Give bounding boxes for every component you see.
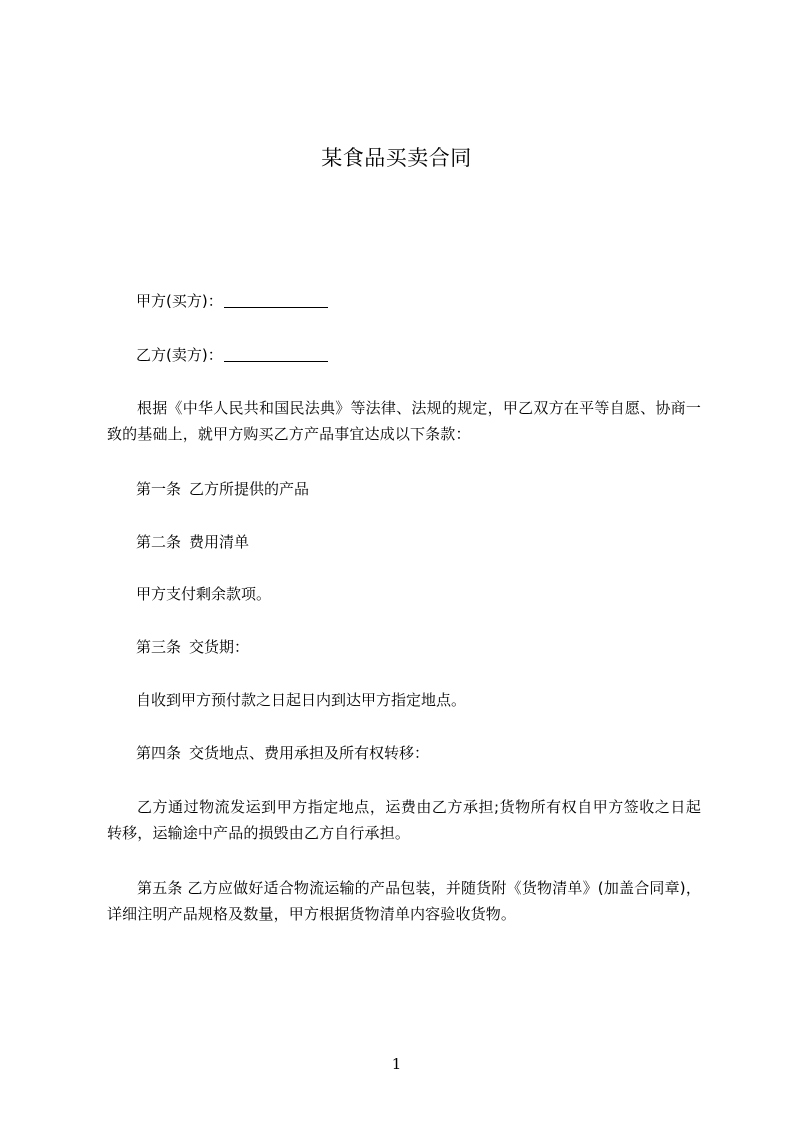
article-1-heading: [136, 476, 730, 502]
party-a-label: 甲方(买方)：: [136, 292, 223, 310]
article-3-body: 自收到甲方预付款之日起日内到达甲方指定地点。: [136, 691, 467, 709]
party-a-blank: [224, 291, 328, 308]
article-4-heading: [136, 740, 730, 766]
page-number: 1: [391, 1055, 402, 1073]
document-title: 某食品买卖合同: [321, 146, 472, 170]
party-a-line: [136, 288, 730, 314]
party-b-line: [136, 342, 730, 368]
article-3-number: 第三条: [136, 638, 182, 656]
article-2-title: 费用清单: [189, 533, 250, 551]
article-4-number: 第四条: [136, 744, 182, 762]
article-1-number: 第一条: [136, 480, 182, 498]
article-5-paragraph: 第五条 乙方应做好适合物流运输的产品包装，并随货附《货物清单》(加盖合同章)，详细注明产品规格及数量，甲方根据货物清单内容验收货物。: [107, 879, 701, 923]
article-2-number: 第二条: [136, 533, 182, 551]
article-3-heading: [136, 634, 730, 660]
preamble-paragraph: 根据《中华人民共和国民法典》等法律、法规的规定，甲乙双方在平等自愿、协商一致的基础上，就甲方购买乙方产品事宜达成以下条款：: [107, 399, 701, 443]
article-1-title: 乙方所提供的产品: [189, 480, 310, 498]
article-2-body: 甲方支付剩余款项。: [136, 585, 272, 603]
article-3-title: 交货期：: [189, 638, 250, 656]
article-4-body: 乙方通过物流发运到甲方指定地点，运费由乙方承担;货物所有权自甲方签收之日起转移，运输途中产品的损毁由乙方自行承担。: [107, 798, 701, 842]
party-b-label: 乙方(卖方)：: [136, 346, 223, 364]
party-b-blank: [224, 345, 328, 362]
article-4-title: 交货地点、费用承担及所有权转移：: [189, 744, 430, 762]
article-2-heading: [136, 529, 730, 555]
